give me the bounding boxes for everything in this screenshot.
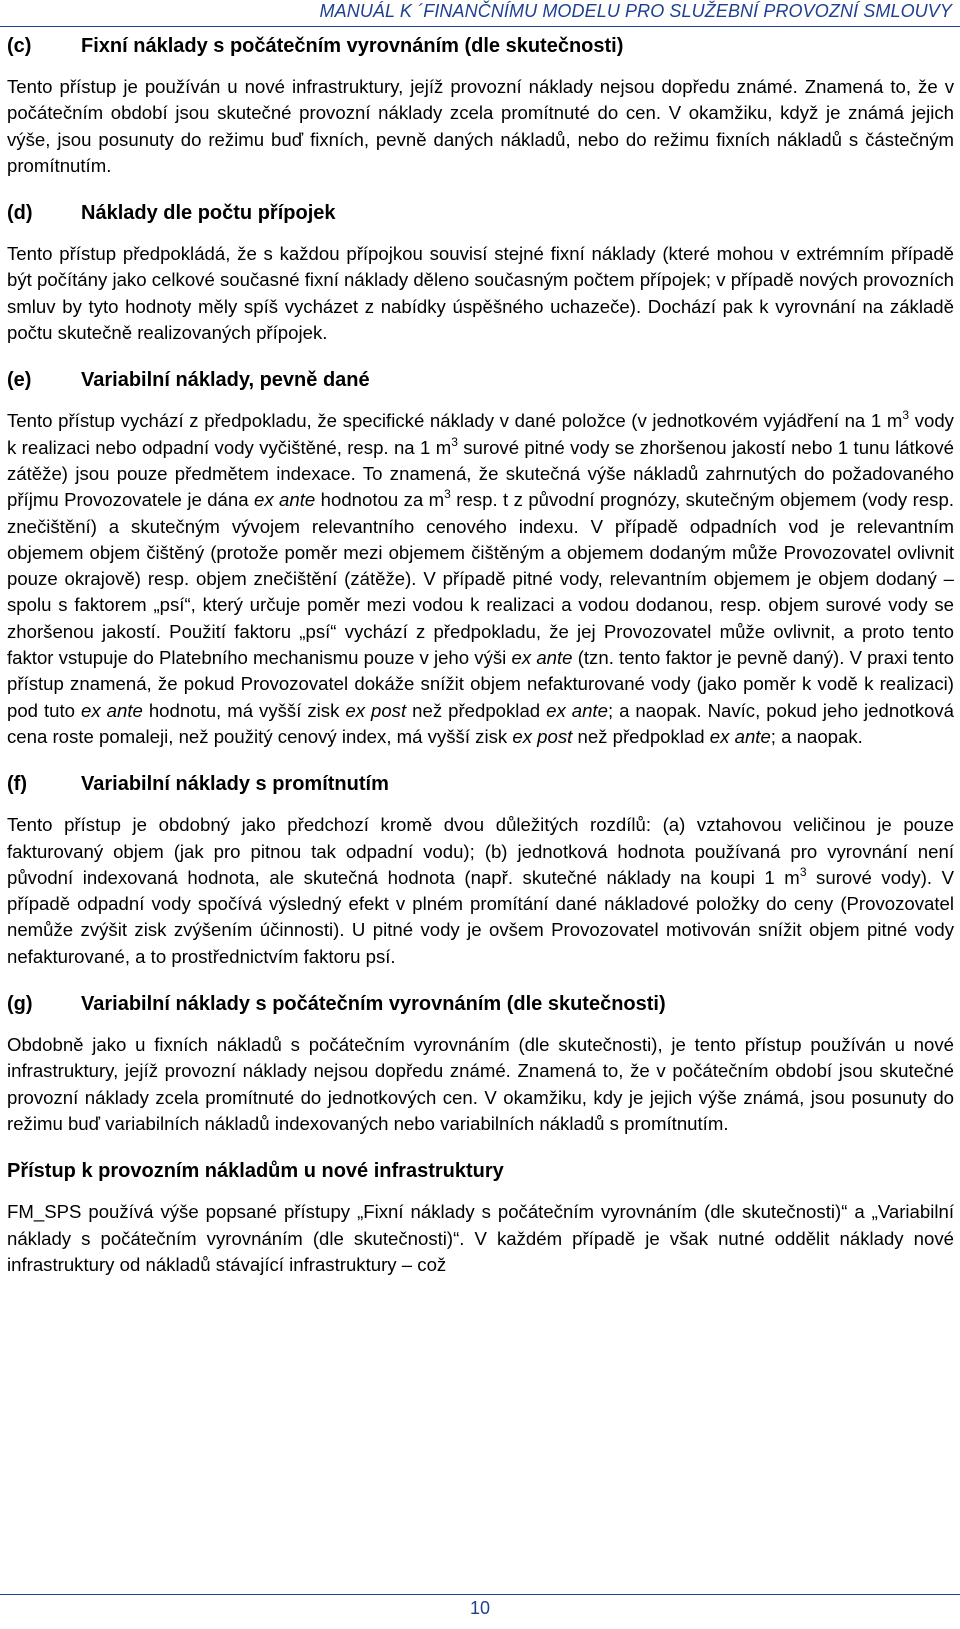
section-g-paragraph: Obdobně jako u fixních nákladů s počátečním vyrovnáním (dle skutečnosti), je tento přístup používán u nové infrastruktury, jejíž provozní náklady nejsou dopředu známé. Znamená to, že v počátečním období jsou skutečné provozní náklady zcela promítnuté do jednotkových cen. V okamžiku, kdy je jejich výše známá, jsou posunuty do režimu buď variabilních nákladů indexovaných nebo variabilních nákladů s promítnutím. bbox=[7, 1034, 954, 1134]
text-run: Tento přístup vychází z předpokladu, že specifické náklady v dané položce (v jednotkovém vyjádření na 1 m bbox=[7, 410, 903, 432]
section-f-paragraph bbox=[7, 812, 954, 970]
section-f-title: Variabilní náklady s promítnutím bbox=[81, 773, 389, 796]
italic-term: ex ante bbox=[253, 489, 316, 511]
page-header bbox=[0, 0, 960, 27]
superscript: 3 bbox=[799, 864, 807, 879]
text-run: vody k realizaci nebo odpadní vody vyčištěné, resp. na 1 m bbox=[7, 410, 954, 458]
text-run: ; a naopak. bbox=[770, 725, 863, 747]
italic-term: ex ante bbox=[709, 725, 771, 747]
section-e-paragraph bbox=[7, 408, 954, 750]
text-run: hodnotu, má vyšší zisk bbox=[142, 699, 346, 721]
text-run: surové vody). V případě odpadní vody spočívá výsledný efekt v plném promítání dané nákladové položky do ceny (Provozovatel nemůže zvýšit zisk zvýšením účinnosti). U pitné vody je ovšem Provozovatel motivován snížit objem pitné vody nefakturované, a to prostřednictvím faktoru psí. bbox=[7, 866, 955, 967]
new-infrastructure-paragraph: FM_SPS používá výše popsané přístupy „Fixní náklady s počátečním vyrovnáním (dle skutečnosti)“ a „Variabilní náklady s počátečním vyrovnáním (dle skutečnosti)“. V každém případě je však nutné oddělit náklady nové infrastruktury od nákladů stávající infrastruktury – což bbox=[7, 1201, 954, 1275]
section-e-title: Variabilní náklady, pevně dané bbox=[81, 369, 370, 392]
superscript: 3 bbox=[451, 434, 458, 449]
section-c-label: (c) bbox=[7, 35, 32, 57]
italic-term: ex ante bbox=[511, 647, 573, 669]
section-f-heading bbox=[7, 768, 954, 800]
section-e-label: (e) bbox=[7, 369, 32, 392]
document-title: MANUÁL K ´FINANČNÍMU MODELU PRO SLUŽEBNÍ PROVOZNÍ SMLOUVY bbox=[319, 1, 952, 21]
text-run: resp. t z původní prognózy, skutečným objemem (vody resp. znečištění) a skutečným vývojem relevantního cenového indexu. V případě odpadních vod je relevantním objemem objem čištěný (protože poměr mezi objemem čištěným a objemem dodaným může Provozovatel ovlivnit pouze okrajově) resp. objem znečištění (zátěže). V případě pitné vody, relevantním objemem je objem dodaný – spolu s faktorem „psí“, který určuje poměr mezi vodou k realizaci a vodou dodanou, resp. objem surové vody se zhoršenou jakostí. Použití faktoru „psí“ vychází z předpokladu, že jej Provozovatel může ovlivnit, a proto tento faktor vstupuje do Platebního mechanismu pouze v jeho výši bbox=[7, 489, 954, 669]
page-content bbox=[7, 30, 954, 1278]
italic-term: ex ante bbox=[81, 699, 143, 721]
section-d-title: Náklady dle počtu přípojek bbox=[81, 202, 336, 225]
section-f-label: (f) bbox=[7, 773, 27, 796]
section-c-paragraph: Tento přístup je používán u nové infrastruktury, jejíž provozní náklady nejsou dopředu známé. Znamená to, že v počátečním období jsou skutečné provozní náklady zcela promítnuté do cen. V okamžiku, když je známá jejich výše, jsou posunuty do režimu buď fixních, pevně daných nákladů, nebo do režimu fixních nákladů s částečným promítnutím. bbox=[7, 76, 954, 176]
text-run: ; a naopak. Navíc, pokud jeho jednotková cena roste pomaleji, než použitý cenový index, má vyšší zisk bbox=[7, 699, 954, 747]
section-c-heading bbox=[7, 30, 954, 62]
italic-term: ex post bbox=[512, 725, 573, 747]
footer-divider bbox=[0, 1594, 960, 1595]
superscript: 3 bbox=[902, 408, 910, 423]
text-run: (tzn. tento faktor je pevně daný). V praxi tento přístup znamená, že pokud Provozovatel dokáže snížit objem nefakturované vody (jako poměr k vodě k realizaci) pod tuto bbox=[7, 647, 954, 721]
section-e-heading bbox=[7, 364, 954, 396]
section-g-title: Variabilní náklady s počátečním vyrovnáním (dle skutečnosti) bbox=[81, 993, 666, 1016]
section-d-label: (d) bbox=[7, 202, 33, 225]
italic-term: ex post bbox=[345, 699, 407, 721]
text-run: než předpoklad bbox=[572, 725, 710, 747]
section-c-title: Fixní náklady s počátečním vyrovnáním (dle skutečnosti) bbox=[81, 35, 624, 57]
section-d-heading bbox=[7, 197, 954, 229]
section-d-paragraph: Tento přístup předpokládá, že s každou přípojkou souvisí stejné fixní náklady (které mohou v extrémním případě být počítány jako celkové současné fixní náklady děleno současným počtem přípojek; v případě nových provozních smluv by tyto hodnoty měly spíš vycházet z nabídky úspěšného uchazeče). Dochází pak k vyrovnání na základě počtu skutečně realizovaných přípojek. bbox=[7, 243, 954, 344]
superscript: 3 bbox=[444, 487, 451, 502]
new-infrastructure-heading: Přístup k provozním nákladům u nové infrastruktury bbox=[7, 1160, 504, 1183]
text-run: surové pitné vody se zhoršenou jakostí nebo 1 tunu látkové zátěže) jsou pouze předmětem indexace. To znamená, že skutečná výše nákladů zahrnutých do požadovaného příjmu Provozovatele je dána bbox=[7, 436, 954, 511]
text-run: Tento přístup je obdobný jako předchozí kromě dvou důležitých rozdílů: (a) vztahovou veličinou je pouze fakturovaný objem (jak pro pitnou tak odpadní vodu); (b) jednotková hodnota používaná pro vyrovnání není původní indexovaná hodnota, ale skutečná hodnota (např. skutečné náklady na koupi 1 m bbox=[7, 814, 954, 888]
text-run: než předpoklad bbox=[406, 699, 547, 721]
italic-term: ex ante bbox=[546, 699, 608, 721]
page-number: 10 bbox=[469, 1598, 491, 1618]
text-run: hodnotou za m bbox=[315, 489, 445, 511]
section-g-label: (g) bbox=[7, 993, 33, 1016]
section-g-heading bbox=[7, 988, 954, 1020]
